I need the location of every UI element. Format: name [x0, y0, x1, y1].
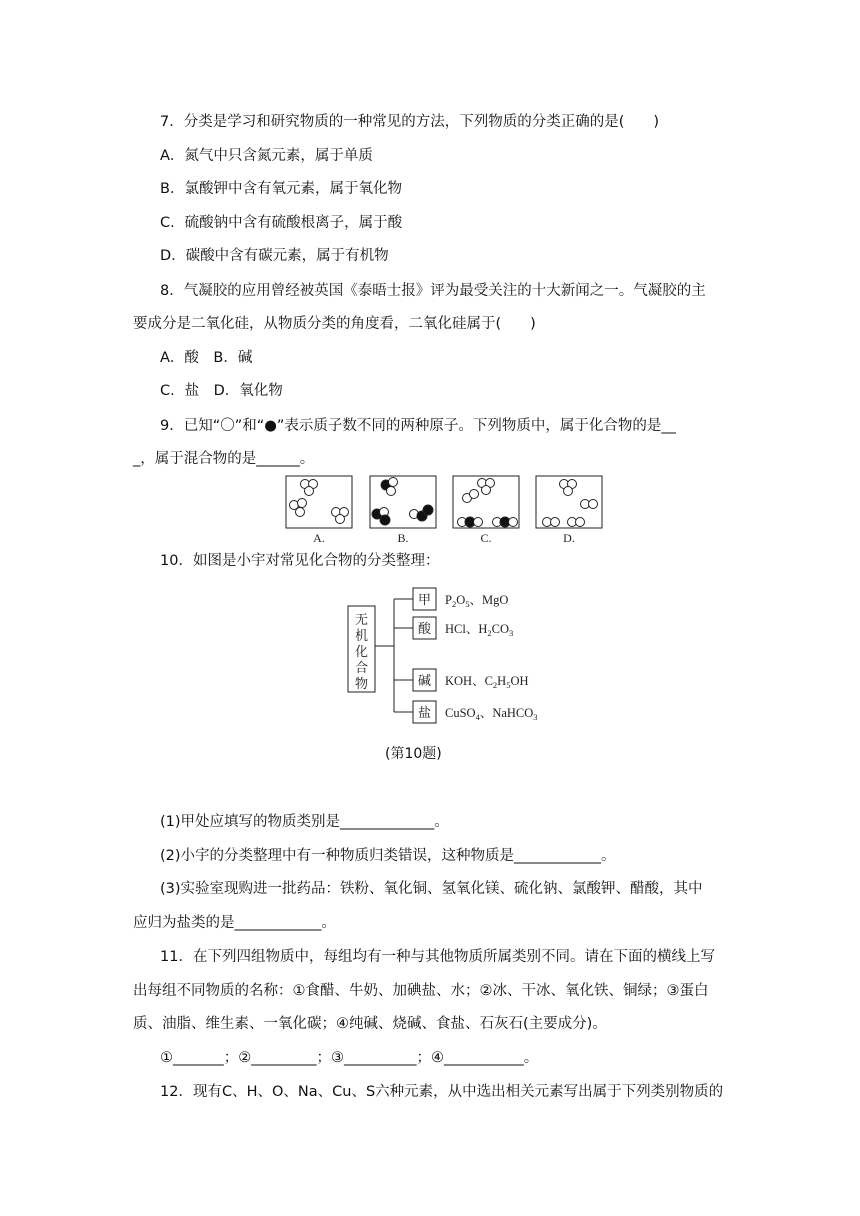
q11-answers: ①_______；②_________；③__________；④___________。: [160, 1050, 539, 1066]
q10-stem: 10．如图是小宇对常见化合物的分类整理：: [160, 553, 440, 569]
q7-option-c: C．硫酸钠中含有硫酸根离子，属于酸: [160, 215, 403, 231]
q10-branch-items-4: CuSO$_4$、NaHCO$_3$: [445, 706, 538, 722]
q11-line1: 11．在下列四组物质中，每组均有一种与其他物质所属类别不同。请在下面的横线上写: [160, 949, 715, 965]
q8-stem-line2: 要成分是二氧化硅，从物质分类的角度看，二氧化硅属于( ): [133, 316, 536, 332]
q10-branch-items-2: HCl、$H_2CO_3$: [445, 622, 514, 638]
q7-stem: 7．分类是学习和研究物质的一种常见的方法，下列物质的分类正确的是( ): [160, 114, 660, 130]
q7-option-a: A．氮气中只含氮元素，属于单质: [160, 148, 373, 164]
q10-branch-label-3: 碱: [417, 674, 432, 689]
q9-label-b: B.: [397, 531, 409, 545]
q10-sub2: (2)小宇的分类整理中有一种物质归类错误，这种物质是____________。: [160, 848, 616, 864]
q9-label-a: A.: [313, 531, 325, 545]
q10-root-char-3: 化: [354, 645, 369, 660]
q8-options-line1: A．酸 B．碱: [160, 350, 253, 366]
q10-branch-label-4: 盐: [417, 706, 432, 721]
q9-stem-line1: 9．已知“〇”和“●”表示质子数不同的两种原子。下列物质中，属于化合物的是__: [160, 418, 676, 434]
q7-option-b: B．氯酸钾中含有氧元素，属于氧化物: [160, 181, 402, 197]
q8-stem-line1: 8．气凝胶的应用曾经被英国《泰晤士报》评为最受关注的十大新闻之一。气凝胶的主: [160, 283, 706, 299]
q8-options-line2: C．盐 D．氧化物: [160, 383, 283, 399]
q10-branch-items-3: KOH、$C_2H_5OH$: [445, 674, 529, 690]
q9-label-d: D.: [563, 531, 575, 545]
q10-sub3-line1: (3)实验室现购进一批药品：铁粉、氧化铜、氢氧化镁、硫化钠、氯酸钾、醋酸，其中: [160, 881, 703, 897]
q10-caption: (第10题): [385, 746, 442, 762]
q11-line2: 出每组不同物质的名称：①食醋、牛奶、加碘盐、水；②冰、干冰、氧化铁、铜绿；③蛋白: [133, 983, 709, 999]
q10-root-char-4: 合: [354, 661, 369, 676]
q7-option-d: D．碳酸中含有碳元素，属于有机物: [160, 248, 389, 264]
q9-particle-figure: [282, 472, 607, 548]
q11-line3: 质、油脂、维生素、一氧化碳；④纯碱、烧碱、食盐、石灰石(主要成分)。: [133, 1016, 607, 1032]
q10-sub3-line2: 应归为盐类的是____________。: [133, 915, 336, 931]
q10-root-char-1: 无: [354, 613, 369, 628]
q10-sub1: (1)甲处应填写的物质类别是_____________。: [160, 814, 449, 830]
q10-branch-label-2: 酸: [417, 622, 432, 637]
q10-branch-label-1: 甲: [417, 593, 432, 608]
q10-root-char-2: 机: [354, 629, 369, 644]
q9-label-c: C.: [480, 531, 492, 545]
q9-stem-line2: _，属于混合物的是______。: [133, 451, 315, 467]
q10-root-char-5: 物: [354, 677, 369, 692]
q10-classification-diagram: [345, 584, 570, 726]
q12-line1: 12．现有C、H、O、Na、Cu、S六种元素，从中选出相关元素写出属于下列类别物质的: [160, 1084, 724, 1100]
q10-branch-items-1: $P_2O_5$、MgO: [445, 593, 509, 609]
